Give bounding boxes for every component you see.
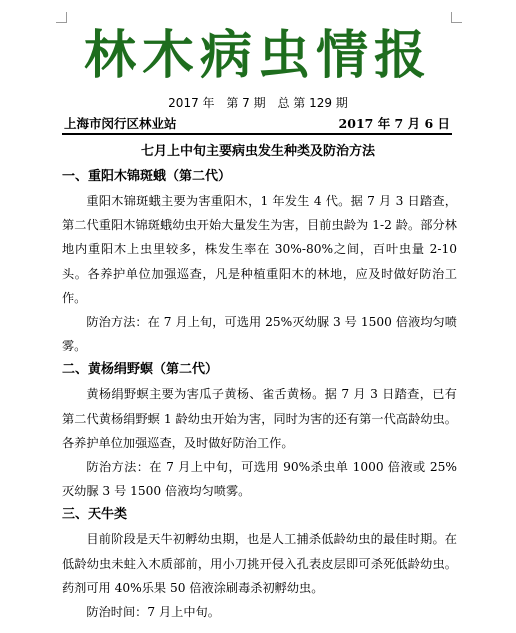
issue-number: 第 7 期 (226, 96, 266, 110)
publish-date: 2017 年 7 月 6 日 (338, 116, 450, 131)
issue-year: 2017 年 (168, 96, 215, 110)
page-corner-mark-top-left (56, 12, 67, 23)
section-1-paragraph-2: 防治方法：在 7 月上旬，可选用 25%灭幼脲 3 号 1500 倍液均匀喷雾。 (62, 315, 457, 354)
issue-line (0, 95, 516, 111)
issue-total: 总 第 129 期 (277, 96, 348, 110)
article-title: 七月上中旬主要病虫发生种类及防治方法 (140, 144, 375, 159)
page-corner-mark-top-right (451, 12, 462, 23)
section-heading-3: 三、天牛类 (62, 507, 128, 523)
section-heading-1: 一、重阳木锦斑蛾（第二代） (62, 169, 232, 184)
article-body (62, 165, 457, 624)
masthead-title: 林木病虫情报 (83, 25, 432, 86)
section-3-paragraph-1: 目前阶段是天牛初孵幼虫期，也是人工捕杀低龄幼虫的最佳时期。在低龄幼虫未蛀入木质部前，用小刀挑开侵入孔表皮层即可杀死低龄幼虫。药剂可用 40%乐果 50 倍液涂刷毒杀初孵幼虫。 (62, 532, 457, 595)
publisher-line (62, 115, 452, 135)
section-3-paragraph-2: 防治时间：7 月上中旬。 (86, 605, 220, 620)
section-heading-2: 二、黄杨绢野螟（第二代） (62, 362, 219, 378)
section-2-paragraph-1: 黄杨绢野螟主要为害瓜子黄杨、雀舌黄杨。据 7 月 3 日踏查，已有第二代黄杨绢野螟 1 龄幼虫开始为害，同时为害的还有第一代高龄幼虫。各养护单位加强巡查，及时做好防治工作。 (62, 387, 457, 450)
section-2-paragraph-2: 防治方法：在 7 月上中旬，可选用 90%杀虫单 1000 倍液或 25%灭幼脲 3 号 1500 倍液均匀喷雾。 (62, 460, 457, 499)
publisher-name: 上海市闵行区林业站 (64, 116, 177, 131)
section-1-paragraph-1: 重阳木锦斑蛾主要为害重阳木，1 年发生 4 代。据 7 月 3 日踏查，第二代重阳木锦斑蛾幼虫开始大量发生为害，目前虫龄为 1-2 龄。部分林地内重阳木上虫里较多，株发生率在 30%-80%之间，百叶虫量 2-10 头。各养护单位加强巡查，凡是种植重阳木的林地，应及时做好防治工作。 (62, 194, 457, 305)
